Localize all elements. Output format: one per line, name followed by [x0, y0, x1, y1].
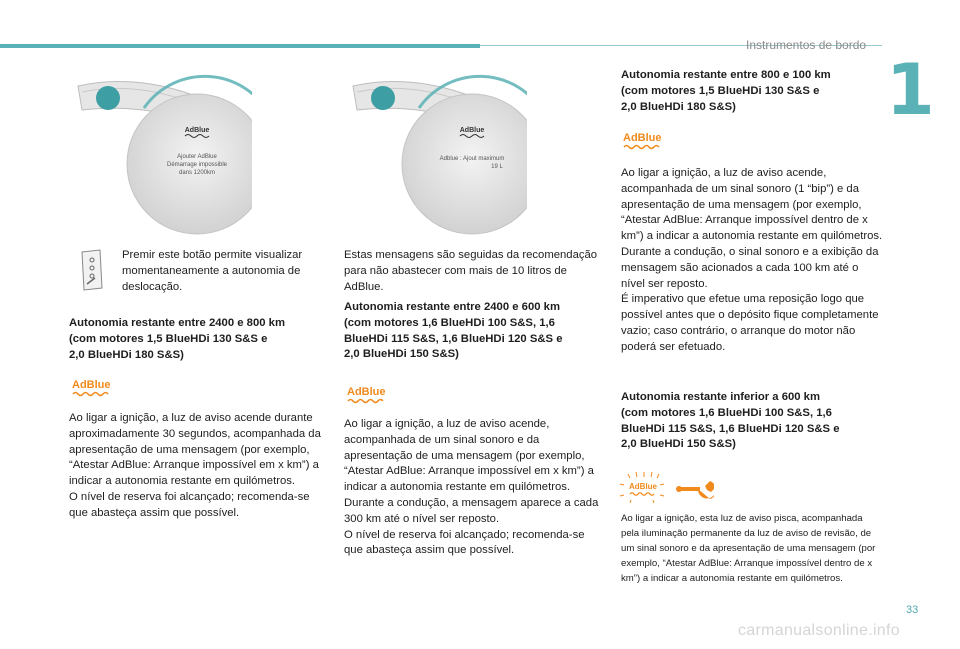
- adblue-icon-label: AdBlue: [72, 379, 111, 391]
- dashboard-illustration-left: [72, 72, 252, 242]
- adblue-warning-icon: [622, 130, 672, 154]
- col2-intro: Estas mensagens são seguidas da recomendação para não abastecer com mais de 10 litros de AdBlue.: [344, 249, 598, 293]
- dashboard-middle-line2: 19 L: [491, 164, 503, 170]
- col1-body: [69, 411, 331, 522]
- watermark: carmanualsonline.info: [738, 622, 900, 639]
- chapter-number: 1: [886, 49, 935, 131]
- col3-heading-line: BlueHDi 115 S&S, 1,6 BlueHDi 120 S&S e: [621, 422, 840, 435]
- col3-heading-line: (com motores 1,5 BlueHDi 130 S&S e: [621, 84, 820, 97]
- col2-body-paragraph: O nível de reserva foi alcançado; recomenda-se que abasteça assim que possível.: [344, 528, 585, 557]
- col1-heading-line: 2,0 BlueHDi 180 S&S): [69, 348, 184, 361]
- adblue-icon-label: AdBlue: [347, 386, 386, 398]
- adblue-icon-label: AdBlue: [629, 482, 657, 491]
- col2-heading-line: Autonomia restante entre 2400 e 600 km: [344, 301, 560, 313]
- col2-body: [344, 417, 606, 559]
- col3-body-paragraph: Ao ligar a ignição, a luz de aviso acende, acompanhada de um sinal sonoro (1 “bip”) e da apresentação de uma mensagem (por exemplo, “Atestar AdBlue: Arranque impossível dentro de x km”) a indicar a autonomia restante em quilómetros.: [621, 167, 883, 243]
- col3-body-1: [621, 166, 883, 356]
- dashboard-left-logo: AdBlue: [184, 127, 210, 134]
- col3-body-paragraph: É imperativo que efetue uma reposição logo que possível antes que o depósito fique completamente vazio; caso contrário, o arranque do motor não poderá ser efetuado.: [621, 293, 879, 353]
- adblue-warning-icon: [346, 384, 396, 408]
- col2-heading-line: 2,0 BlueHDi 150 S&S): [344, 348, 459, 361]
- col3-heading-2: [621, 390, 883, 453]
- adblue-warning-icon: [71, 377, 121, 401]
- dashboard-left-line1: Ajouter AdBlue: [177, 154, 217, 160]
- dashboard-middle-line1: Adblue : Ajout maximum: [439, 156, 505, 162]
- dashboard-illustration-middle: [347, 72, 527, 242]
- service-wrench-icon: [676, 478, 714, 500]
- col2-heading-line: (com motores 1,6 BlueHDi 100 S&S, 1,6: [344, 316, 555, 329]
- header-accent-bar: [0, 44, 480, 48]
- col3-body-paragraph: Durante a condução, o sinal sonoro e a exibição da mensagem são acionados a cada 100 km até o nível ser reposto.: [621, 245, 879, 290]
- col2-body-paragraph: Ao ligar a ignição, a luz de aviso acende, acompanhada de um sinal sonoro e da apresentação de uma mensagem (por exemplo, “Atestar AdBlue: Arranque impossível em x km”) a indicar a autonomia restante em quilómetros.: [344, 418, 594, 494]
- odometer-button-icon: [78, 248, 106, 292]
- dashboard-left-line2: Démarrage impossible: [166, 162, 228, 168]
- adblue-icon-label: AdBlue: [623, 132, 662, 144]
- page-number: 33: [906, 604, 919, 616]
- col3-heading-line: 2,0 BlueHDi 150 S&S): [621, 438, 736, 451]
- col1-heading: [69, 316, 329, 363]
- col3-heading-line: (com motores 1,6 BlueHDi 100 S&S, 1,6: [621, 406, 832, 419]
- button-description: Premir este botão permite visualizar momentaneamente a autonomia de deslocação.: [122, 249, 303, 293]
- col3-heading-1: [621, 68, 883, 115]
- col1-heading-line: (com motores 1,5 BlueHDi 130 S&S e: [69, 332, 268, 345]
- dashboard-middle-logo: AdBlue: [459, 127, 485, 134]
- col1-body-paragraph: O nível de reserva foi alcançado; recomenda-se que abasteça assim que possível.: [69, 490, 310, 519]
- page-header-title: Instrumentos de bordo: [746, 38, 867, 52]
- col1-heading-line: Autonomia restante entre 2400 e 800 km: [69, 317, 285, 329]
- col2-heading-line: BlueHDi 115 S&S, 1,6 BlueHDi 120 S&S e: [344, 332, 563, 345]
- col3-body-2: Ao ligar a ignição, esta luz de aviso pisca, acompanhada pela iluminação permanente da luz de aviso de revisão, de um sinal sonoro e da apresentação de uma mensagem (por exemplo, “Atestar AdBlue: Arranque impossível dentro de x km”) a indicar a autonomia restante em quilómetros.: [621, 513, 876, 584]
- col1-body-paragraph: Ao ligar a ignição, a luz de aviso acende durante aproximadamente 30 segundos, acompanhada da apresentação de uma mensagem (por exemplo, “Atestar AdBlue: Arranque impossível em x km”) a indicar a autonomia restante em quilómetros.: [69, 412, 321, 488]
- col2-body-paragraph: Durante a condução, a mensagem aparece a cada 300 km até o nível ser reposto.: [344, 496, 599, 525]
- col3-heading-line: Autonomia restante entre 800 e 100 km: [621, 69, 831, 81]
- dashboard-left-line3: dans 1200km: [178, 170, 216, 176]
- adblue-flashing-warning-icon: [618, 472, 666, 506]
- col3-heading-line: 2,0 BlueHDi 180 S&S): [621, 100, 736, 113]
- col2-heading: [344, 300, 606, 363]
- col3-heading-line: Autonomia restante inferior a 600 km: [621, 391, 821, 403]
